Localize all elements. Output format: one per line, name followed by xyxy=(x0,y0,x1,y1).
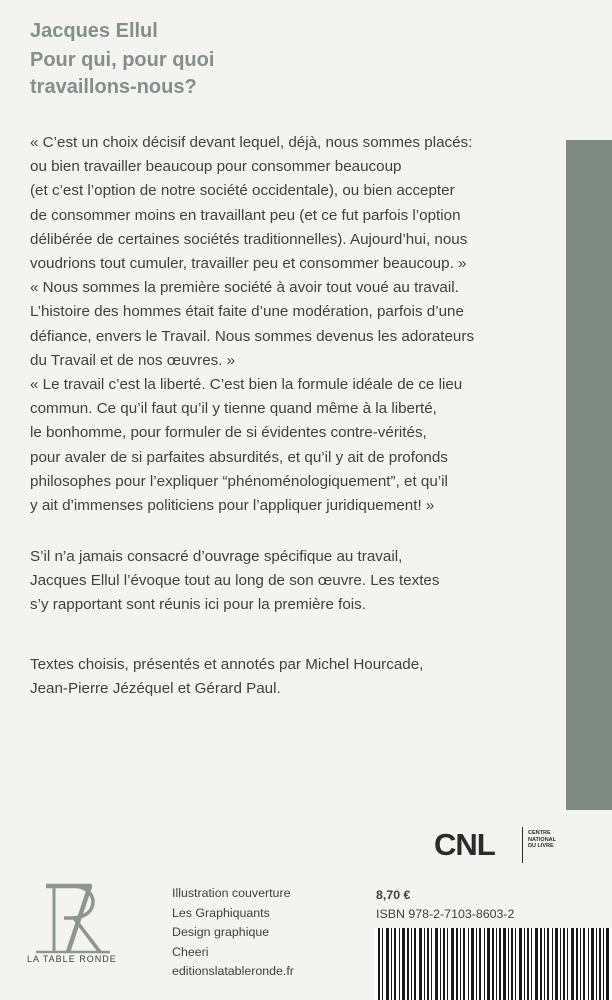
text-line: s’y rapportant sont réunis ici pour la première fois. xyxy=(30,596,366,614)
text-line: S’il n’a jamais consacré d’ouvrage spécifique au travail, xyxy=(30,548,403,565)
colophon-line: Les Graphiquants xyxy=(172,905,270,920)
text-line: y ait d’immenses politiciens pour l’appliquer juridiquement! » xyxy=(30,497,435,515)
cnl-logo-subtitle xyxy=(528,830,556,850)
text-line: Jean-Pierre Jézéquel et Gérard Paul. xyxy=(30,680,281,698)
text-line: « Nous sommes la première société à avoir tout voué au travail. xyxy=(30,279,459,297)
isbn: ISBN 978-2-7103-8603-2 xyxy=(376,907,515,921)
cnl-subtitle-line: CENTRE xyxy=(528,830,551,836)
text-line: défiance, envers le Travail. Nous sommes devenus les adorateurs xyxy=(30,327,475,345)
text-line: le bonhomme, pour formuler de si évidentes contre-vérités, xyxy=(30,424,427,442)
text-line: philosophes pour l’expliquer “phénoménologiquement”, et qu’il xyxy=(30,472,448,490)
publisher-website: editionslatableronde.fr xyxy=(172,964,294,979)
quotes-paragraph xyxy=(30,131,474,518)
text-line: « C’est un choix décisif devant lequel, déjà, nous sommes placés: xyxy=(30,134,473,151)
text-line: ou bien travailler beaucoup pour consommer beaucoup xyxy=(30,158,402,176)
colophon-line: Design graphique xyxy=(172,925,270,940)
gray-side-band xyxy=(566,140,612,810)
cnl-logo-divider xyxy=(522,827,523,863)
editors-credit-paragraph xyxy=(30,653,423,701)
colophon-line: Illustration couverture xyxy=(172,886,291,900)
text-line: « Le travail c’est la liberté. C’est bien la formule idéale de ce lieu xyxy=(30,376,463,394)
intro-paragraph xyxy=(30,545,439,618)
text-line: de consommer moins en travaillant peu (et ce fut parfois l’option xyxy=(30,206,461,224)
text-line: voudrions tout cumuler, travailler peu et consommer beaucoup. » xyxy=(30,255,467,273)
text-line: L’histoire des hommes était faite d’une modération, parfois d’une xyxy=(30,303,464,321)
author-name: Jacques Ellul xyxy=(30,20,158,42)
text-line: Jacques Ellul l’évoque tout au long de son œuvre. Les textes xyxy=(30,572,440,590)
cnl-logo-wordmark: CNL xyxy=(434,827,495,862)
cnl-subtitle-line: DU LIVRE xyxy=(528,843,554,850)
text-line: commun. Ce qu’il faut qu’il y tienne quand même à la liberté, xyxy=(30,400,437,418)
text-line: Textes choisis, présentés et annotés par Michel Hourcade, xyxy=(30,656,424,673)
text-line: pour avaler de si parfaites absurdités, et qu’il y ait de profonds xyxy=(30,448,448,466)
text-line: délibérée de certaines sociétés traditionnelles). Aujourd’hui, nous xyxy=(30,230,468,248)
book-title-line-1: Pour qui, pour quoi xyxy=(30,49,215,71)
price: 8,70 € xyxy=(376,888,411,902)
cnl-subtitle-line: NATIONAL xyxy=(528,836,557,843)
colophon xyxy=(172,884,294,982)
colophon-line: Cheeri xyxy=(172,944,209,959)
publisher-name: LA TABLE RONDE xyxy=(27,954,117,964)
text-line: du Travail et de nos œuvres. » xyxy=(30,351,236,369)
text-line: (et c’est l’option de notre société occidentale), ou bien accepter xyxy=(30,182,455,200)
barcode-icon xyxy=(374,928,612,1000)
book-title-line-2: travaillons-nous? xyxy=(30,76,197,98)
